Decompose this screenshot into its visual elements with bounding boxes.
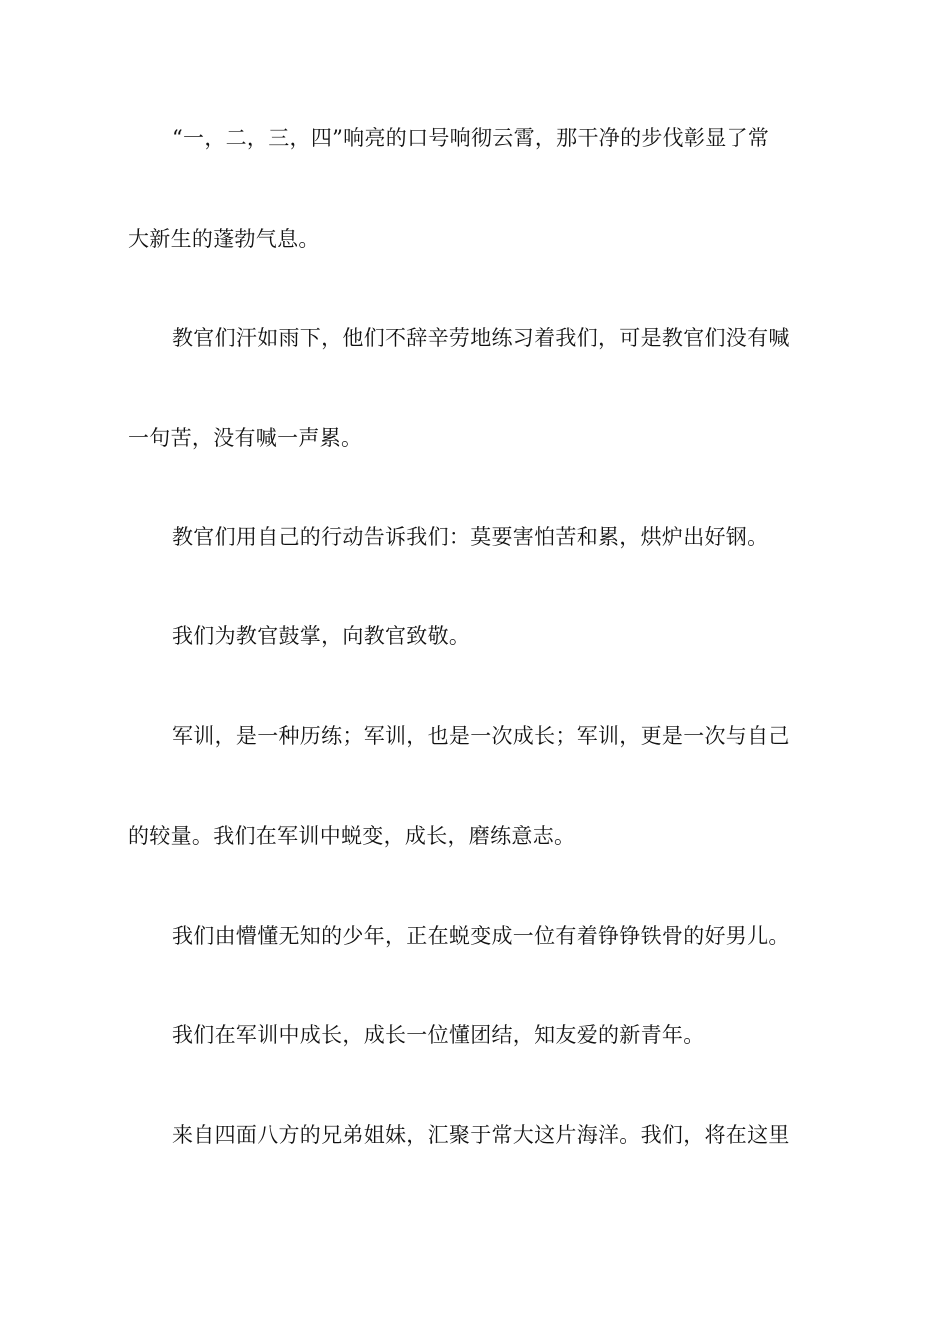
paragraph-1-line-1: “一，二，三，四”响亮的口号响彻云霄，那干净的步伐彰显了常: [172, 126, 770, 150]
paragraph-4-line-1: 我们为教官鼓掌，向教官致敬。: [172, 624, 471, 648]
paragraph-1-line-2: 大新生的蓬勃气息。: [128, 227, 320, 251]
paragraph-2-line-1: 教官们汗如雨下，他们不辞辛劳地练习着我们，可是教官们没有喊: [172, 326, 790, 350]
paragraph-5-line-2: 的较量。我们在军训中蜕变，成长，磨练意志。: [128, 824, 576, 848]
paragraph-6-line-1: 我们由懵懂无知的少年，正在蜕变成一位有着铮铮铁骨的好男儿。: [172, 924, 790, 948]
paragraph-8-line-1: 来自四面八方的兄弟姐妹，汇聚于常大这片海洋。我们，将在这里: [172, 1123, 790, 1147]
paragraph-2-line-2: 一句苦，没有喊一声累。: [128, 426, 363, 450]
paragraph-5-line-1: 军训，是一种历练；军训，也是一次成长；军训，更是一次与自己: [172, 724, 790, 748]
paragraph-7-line-1: 我们在军训中成长，成长一位懂团结，知友爱的新青年。: [172, 1023, 705, 1047]
paragraph-3-line-1: 教官们用自己的行动告诉我们：莫要害怕苦和累，烘炉出好钢。: [172, 525, 769, 549]
